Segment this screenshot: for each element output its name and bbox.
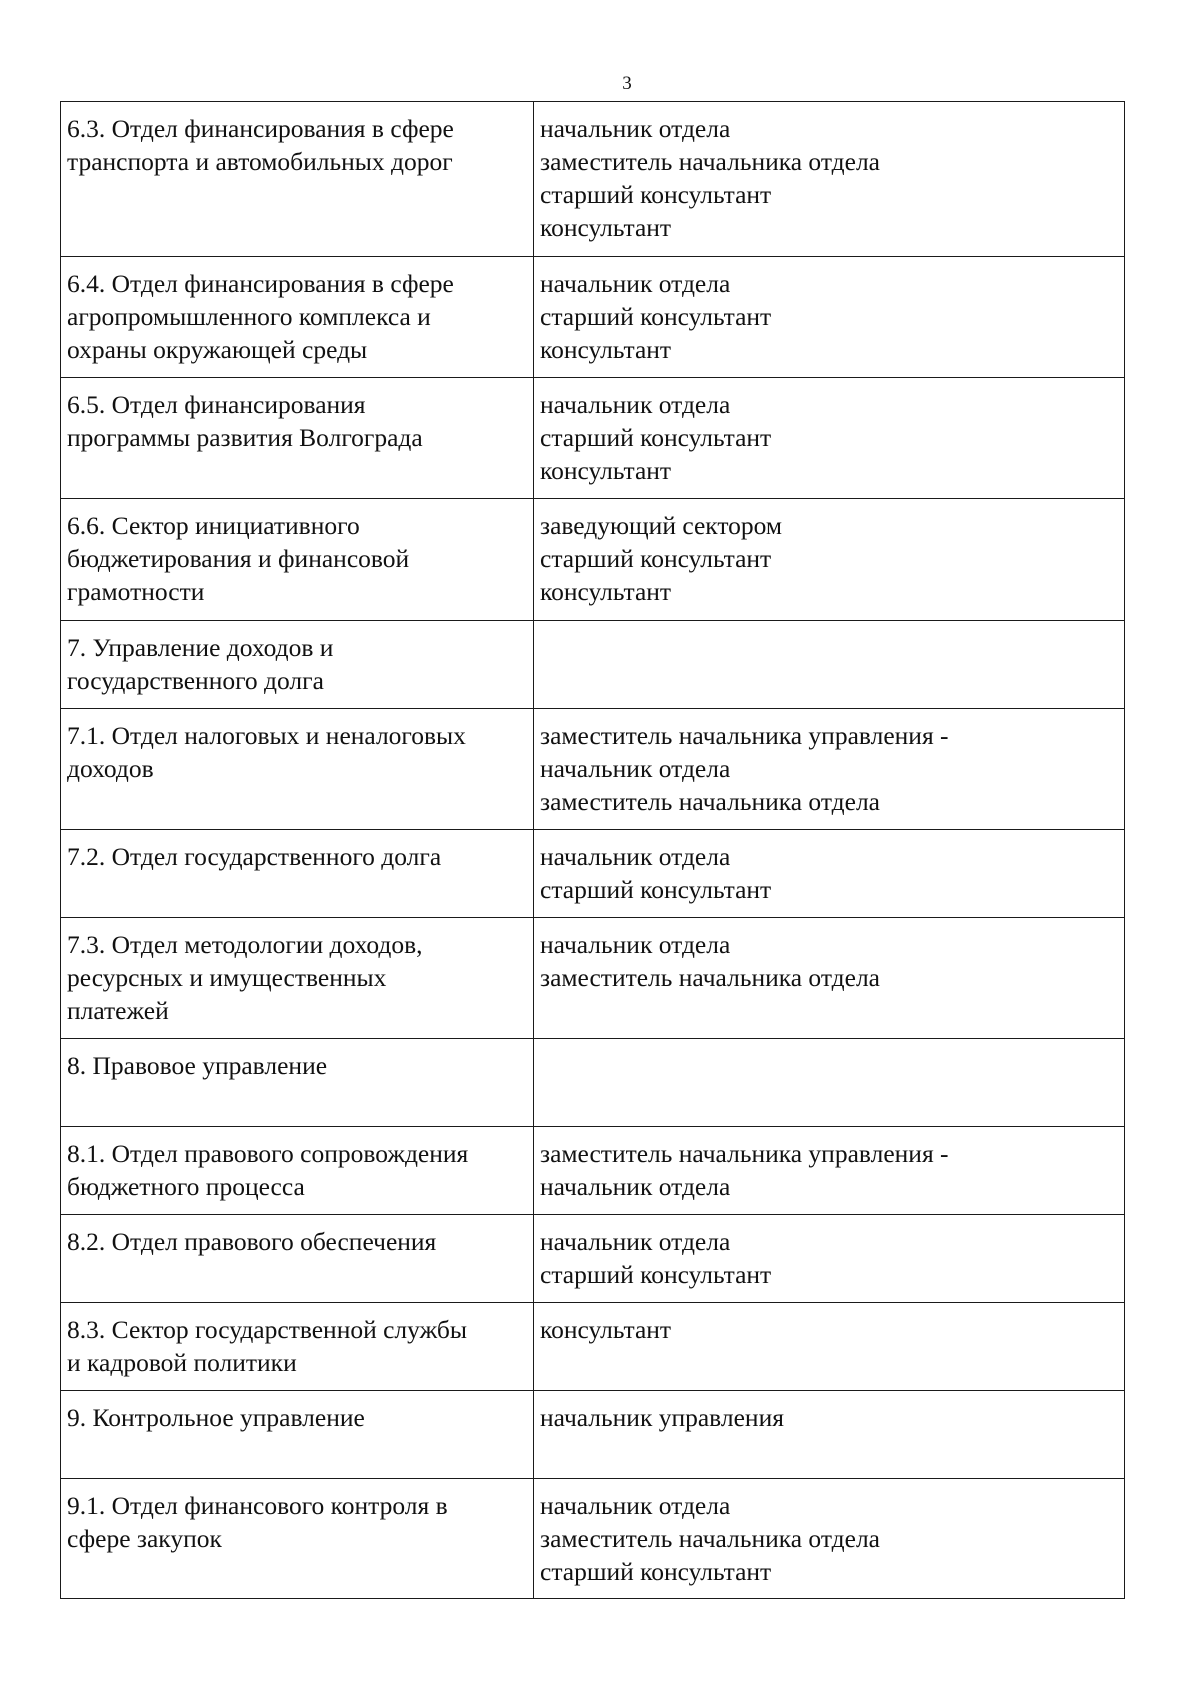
position-title: старший консультант: [540, 302, 772, 331]
table-row: [61, 378, 1125, 499]
position-title: консультант: [540, 335, 672, 364]
department-name-line: бюджетирования и финансовой: [67, 544, 410, 573]
positions-cell: [534, 1479, 1125, 1599]
position-title: старший консультант: [540, 544, 772, 573]
department-name-line: 6.5. Отдел финансирования: [67, 390, 366, 419]
positions-cell: [534, 830, 1125, 918]
positions-cell: [534, 709, 1125, 830]
department-name-line: 6.3. Отдел финансирования в сфере: [67, 114, 454, 143]
department-name-line: 8.2. Отдел правового обеспечения: [67, 1227, 437, 1256]
department-name-line: 7. Управление доходов и: [67, 633, 334, 662]
department-cell: [61, 830, 534, 918]
position-title: начальник управления: [540, 1403, 784, 1432]
department-name-line: 9.1. Отдел финансового контроля в: [67, 1491, 448, 1520]
position-title: начальник отдела: [540, 842, 731, 871]
positions-cell: [534, 1039, 1125, 1127]
position-title: начальник отдела: [540, 754, 731, 783]
department-name-line: 7.1. Отдел налоговых и неналоговых: [67, 721, 466, 750]
table-row: [61, 257, 1125, 378]
department-cell: [61, 1479, 534, 1599]
department-name-line: государственного долга: [67, 666, 324, 695]
positions-cell: [534, 621, 1125, 709]
position-title: заместитель начальника управления -: [540, 1139, 949, 1168]
position-title: начальник отдела: [540, 114, 731, 143]
department-name-line: охраны окружающей среды: [67, 335, 368, 364]
table-row: [61, 1479, 1125, 1599]
positions-cell: [534, 499, 1125, 621]
department-name-line: 8. Правовое управление: [67, 1051, 328, 1080]
department-name-line: платежей: [67, 996, 169, 1025]
department-name-line: программы развития Волгограда: [67, 423, 423, 452]
page-number: 3: [622, 73, 632, 94]
department-cell: [61, 709, 534, 830]
department-name-line: бюджетного процесса: [67, 1172, 305, 1201]
position-title: заместитель начальника управления -: [540, 721, 949, 750]
table-row: [61, 1127, 1125, 1215]
department-name-line: 7.3. Отдел методологии доходов,: [67, 930, 423, 959]
position-title: начальник отдела: [540, 930, 731, 959]
table-row: [61, 621, 1125, 709]
table-row: [61, 1215, 1125, 1303]
department-name-line: 8.1. Отдел правового сопровождения: [67, 1139, 469, 1168]
table-row: [61, 1391, 1125, 1479]
positions-cell: [534, 1215, 1125, 1303]
position-title: заместитель начальника отдела: [540, 147, 880, 176]
table-row: [61, 709, 1125, 830]
department-name-line: доходов: [67, 754, 154, 783]
department-cell: [61, 621, 534, 709]
positions-cell: [534, 1391, 1125, 1479]
department-cell: [61, 918, 534, 1039]
department-name-line: грамотности: [67, 577, 205, 606]
positions-cell: [534, 257, 1125, 378]
position-title: старший консультант: [540, 1557, 772, 1586]
table-row: [61, 830, 1125, 918]
table-row: [61, 1039, 1125, 1127]
table-row: [61, 1303, 1125, 1391]
position-title: консультант: [540, 213, 672, 242]
department-cell: [61, 1391, 534, 1479]
department-name-line: 6.4. Отдел финансирования в сфере: [67, 269, 454, 298]
position-title: консультант: [540, 577, 672, 606]
table-row: [61, 499, 1125, 621]
position-title: старший консультант: [540, 180, 772, 209]
staff-structure-table: [60, 101, 1125, 1599]
position-title: начальник отдела: [540, 269, 731, 298]
department-cell: [61, 257, 534, 378]
positions-cell: [534, 918, 1125, 1039]
position-title: заместитель начальника отдела: [540, 963, 880, 992]
table-row: [61, 102, 1125, 257]
department-cell: [61, 1215, 534, 1303]
department-cell: [61, 1039, 534, 1127]
position-title: начальник отдела: [540, 1227, 731, 1256]
department-name-line: ресурсных и имущественных: [67, 963, 387, 992]
position-title: старший консультант: [540, 1260, 772, 1289]
position-title: начальник отдела: [540, 1491, 731, 1520]
position-title: заместитель начальника отдела: [540, 1524, 880, 1553]
department-cell: [61, 1303, 534, 1391]
department-name-line: 9. Контрольное управление: [67, 1403, 365, 1432]
position-title: заместитель начальника отдела: [540, 787, 880, 816]
department-name-line: агропромышленного комплекса и: [67, 302, 431, 331]
position-title: консультант: [540, 456, 672, 485]
department-name-line: транспорта и автомобильных дорог: [67, 147, 453, 176]
department-cell: [61, 378, 534, 499]
positions-cell: [534, 1127, 1125, 1215]
position-title: старший консультант: [540, 423, 772, 452]
department-cell: [61, 499, 534, 621]
position-title: начальник отдела: [540, 390, 731, 419]
department-name-line: сфере закупок: [67, 1524, 222, 1553]
position-title: старший консультант: [540, 875, 772, 904]
positions-cell: [534, 102, 1125, 257]
table-body: [61, 102, 1125, 1599]
position-title: консультант: [540, 1315, 672, 1344]
department-name-line: 7.2. Отдел государственного долга: [67, 842, 442, 871]
position-title: заведующий сектором: [540, 511, 783, 540]
department-cell: [61, 102, 534, 257]
department-cell: [61, 1127, 534, 1215]
position-title: начальник отдела: [540, 1172, 731, 1201]
department-name-line: и кадровой политики: [67, 1348, 297, 1377]
department-name-line: 8.3. Сектор государственной службы: [67, 1315, 467, 1344]
positions-cell: [534, 378, 1125, 499]
positions-cell: [534, 1303, 1125, 1391]
department-name-line: 6.6. Сектор инициативного: [67, 511, 360, 540]
table-row: [61, 918, 1125, 1039]
